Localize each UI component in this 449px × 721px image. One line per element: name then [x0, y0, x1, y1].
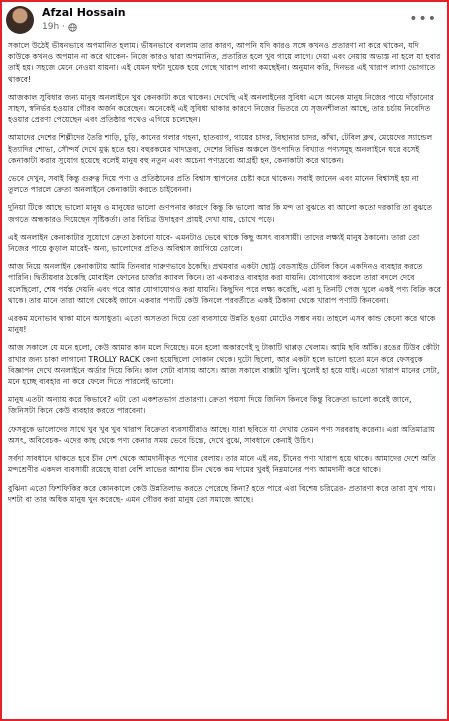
post-paragraph: সর্বদা সাবধানে থাকতে হবে চীন দেশ থেকে আমদানীকৃত পণ্যের বেলায়। তার মানে এই নয়, চীনের পণ্য খারাপ হয়ে থাকে। আমাদের দেশে অতি মন্দশ্রেণীর একদল ব্যবসায়ী রয়েছে যারা বেশি লাভের আশায় চীন থেকে কম দামের খুবই নিম্নমানের পণ্য আমদানী করে থাকে।	[8, 454, 436, 475]
post-paragraph: ভেবে দেখুন, সবাই কিন্তু গুরুত্ব দিয়ে পণ্য ও প্রতিষ্ঠানের প্রতি বিশ্বাস স্থাপনের চেষ্টা করে থাকেন। সবাই জানেন এবং মানেন বিশ্বাসই হয় না তুলতে পারলে ক্রেতা অনলাইনে কেনাকাটা করতে চাইবেননা।	[8, 174, 419, 195]
globe-icon	[68, 23, 77, 32]
post-time[interactable]: 19h	[42, 22, 60, 32]
author-avatar[interactable]	[6, 6, 34, 34]
post-header	[6, 5, 443, 37]
post-paragraph: সকালে উঠেই ভীষনভাবে অপমানিত হলাম। ভীষনভাবে বললাম তার কারণ, আপনি যদি কারও সঙ্গে কখনও প্রতারণা না করে থাকেন, যদি কাউকে কখনও অপমান না করে থাকেন- নিজে কারও দ্বারা অপমানিত, প্রতারিত হলে খুব গায়ে লাগে। দেয়া এবং নেয়ায় অভ্যস্ত না হলে যা হবার তাই হয়। সহজে মেনে নেওয়া যায়না। এই যেমন ঘন্টা দুয়েক হয়ে গেছে খারাপ লাগা কমছেইনা। অনুমান করি, দিনভর এই খারাপ লাগা ভোগাতে থাকবে!	[8, 41, 441, 84]
author-name[interactable]: Afzal Hossain	[42, 6, 126, 19]
post-meta: 19h ·	[42, 22, 77, 32]
post-paragraph: দুনিয়া টিকে আছে ভালো মানুষ ও মানুষের ভালো গুণপনার কারণে কিন্তু কি ভালো আর কি মন্দ তা বুঝতে বা আলো কতো দরকারি তা বুঝতে জগতে অন্ধকারও দিয়েছেন সৃষ্টিকর্তা। তার বিচিত্র উদাহরণ প্রায়ই দেখা যায়, চোখে পড়ে।	[8, 203, 433, 224]
post-paragraph: আজ নিয়ে অনলাইন কেনাকাটায় আমি তিনবার দারুণভাবে ঠকেছি। প্রথমবার একটা ছোট্ট বেডসাইড টেবিল কিনে একদিনও ব্যবহার করতে পারিনি। দ্বিতীয়বার ঠকেছি মোবাইল ফোনের চার্জার ক্যাবল কিনে। তা একবারও ব্যবহার করা যায়নি। যোগাযোগ করলে তারা বদলে দেবে বলেছিলো, শেষ পর্যন্ত দেয়নি এবং পরে আর যোগাযোগও করা যায়নি। কিছুদিন পরে লক্ষ্য করেছি, এরা দু তিনটি পেজ খুলে একই পণ্য বিক্রি করে থাকে। তার মানে তারা আগে থেকেই জানে একবার পণ্যটি কেউ কিনলে পরবর্তীতে একই ঠিকানা থেকে খারাপ পণ্যটি কিনবেনা।	[8, 262, 442, 305]
post-paragraph: এই অনলাইন কেনাকাটার সুযোগে ক্রেতা ঠকানো যাবে- এমনটাও ভেবে থাকে কিছু অসৎ ব্যবসায়ী। তাদের লক্ষ্যই মানুষ ঠকানো। তারা তো নিজের পায়ে কুড়াল মারেই- অন্য, ভালোদের প্রতিও অবিশ্বাস জাগিয়ে তোলে।	[8, 232, 420, 254]
more-options-icon[interactable]: •••	[409, 11, 437, 27]
post-paragraph: মানুষ এতটা অন্যায় করে কিভাবে? এটা তো একশতভাগ প্রতারণা। ক্রেতা পয়সা দিয়ে জিনিস কিনবে কিন্তু বিক্রেতা ভালো করেই জানে, জিনিসটা কিনে কেউ ব্যবহার করতে পারবেনা।	[8, 395, 412, 416]
post-paragraph: বুঝিনা এতো ফিশফিকির করে কোনকালে কেউ উন্নতিলাভ করতে পেরেছে কিনা? হতে পারে এরা বিশেষ চরিত্রের- প্রতারণা করে তারা সুখ পায়। দশটা বা তার অধিক মানুষ খুন করেছে- এমন গৌরব করা মানুষ তো সমাজে আছে।	[8, 483, 436, 504]
post-paragraph: এরকম মনোভাব থাকা মানে অসাধুতা। এতো অসততা দিয়ে তো ব্যবসায়ে উন্নতি হওয়া মোটেও সম্ভব নয়। তাহলে এসব কান্ড কেনো করে থাকে মানুষ!	[8, 314, 436, 335]
post-paragraph: আজকাল সুবিধার জন্য মানুষ অনলাইনে খুব কেনকাটা করে থাকেন। দেখেছি এই অনলাইনের সুবিধা এসে অনেক মানুষ নিজের পায়ে দাঁড়ানোর সাহস, স্বনির্ভর হওয়ার গৌরব অর্জন করেছেন। অনেকেই এই সুবিধা থাকার কারণে নিজের ভিতরে যে সৃজনশীলতা আছে, তার চর্চায় নিবেদিত হওয়ার প্রেরণা পেয়েছেন এবং প্রতিষ্ঠার পথেও এগিয়ে চলেছেন।	[8, 92, 434, 125]
post-body	[8, 40, 441, 512]
post-paragraph: আজ সকালে যে মনে হলো, কেউ আমার কান মলে দিয়েছে। মনে হলো অকারণেই দু টাকাটি থাপ্পড় খেলাম। আমি ছবি আঁকি। রঙের টিউব কৌটা রাখার জন্য চাকা লাগানো TROLLY RACK কেনা হয়েছিলো দোকান থেকে। দুটো ছিলো, আর একটা হলে ভালো হতো মনে করে ফেসবুকে বিজ্ঞাপন দেখে অনলাইনে অর্ডার দিয়ে কিনি। কাল সেটা বাসায় আসে। আজ সকালে বাক্সটা খুলি। খুলেই হা হয়ে যাই। এতো খারাপ মানের সেটা, মনে হচ্ছে ব্যবহার না করে ফেলে দিতে পারলেই ভালো।	[8, 343, 440, 387]
post-paragraph: ফেসবুকে ভালোদের সাথে খুব খুব খুব খারাপ বিক্রেতা ব্যবসায়ীরাও আছে। যারা ছবিতে যা দেখায় তেমন পণ্য সরবরাহ করেনা। এরা অতিমাত্রায় অসৎ, অবিবেচক- এদের কাছ থেকে পণ্য কেনার সময় ভেবে চিন্তে, দেখে বুঝে, সাবধানে কেনাই উচিৎ।	[8, 424, 435, 445]
post-paragraph: আমাদের দেশের শিল্পীদের তৈরি শাড়ি, চুড়ি, কানের গলার গহনা, হাতব্যাগ, গায়ের চাদর, বিছানার চাদর, কাঁথা, টেবিল ক্লথ, মেয়েদের স্যান্ডেল ইত্যাদির শোভা, সৌন্দর্য দেখে মুগ্ধ হতে হয়। বহুরকমের খাদ্যদ্রব্য, দেশের বিভিন্ন অঞ্চলে উৎপাদিত বিখ্যাত পণ্যসমূহ অনলাইনে ঘরে বসেই কেনাকাটা করার সুযোগ হয়েছে বলেই মানুষ বহু নতুন এবং অচেনা পণ্যদ্রব্যে আগ্রহী হন, কেনাকাটা করে থাকেন।	[8, 133, 433, 165]
